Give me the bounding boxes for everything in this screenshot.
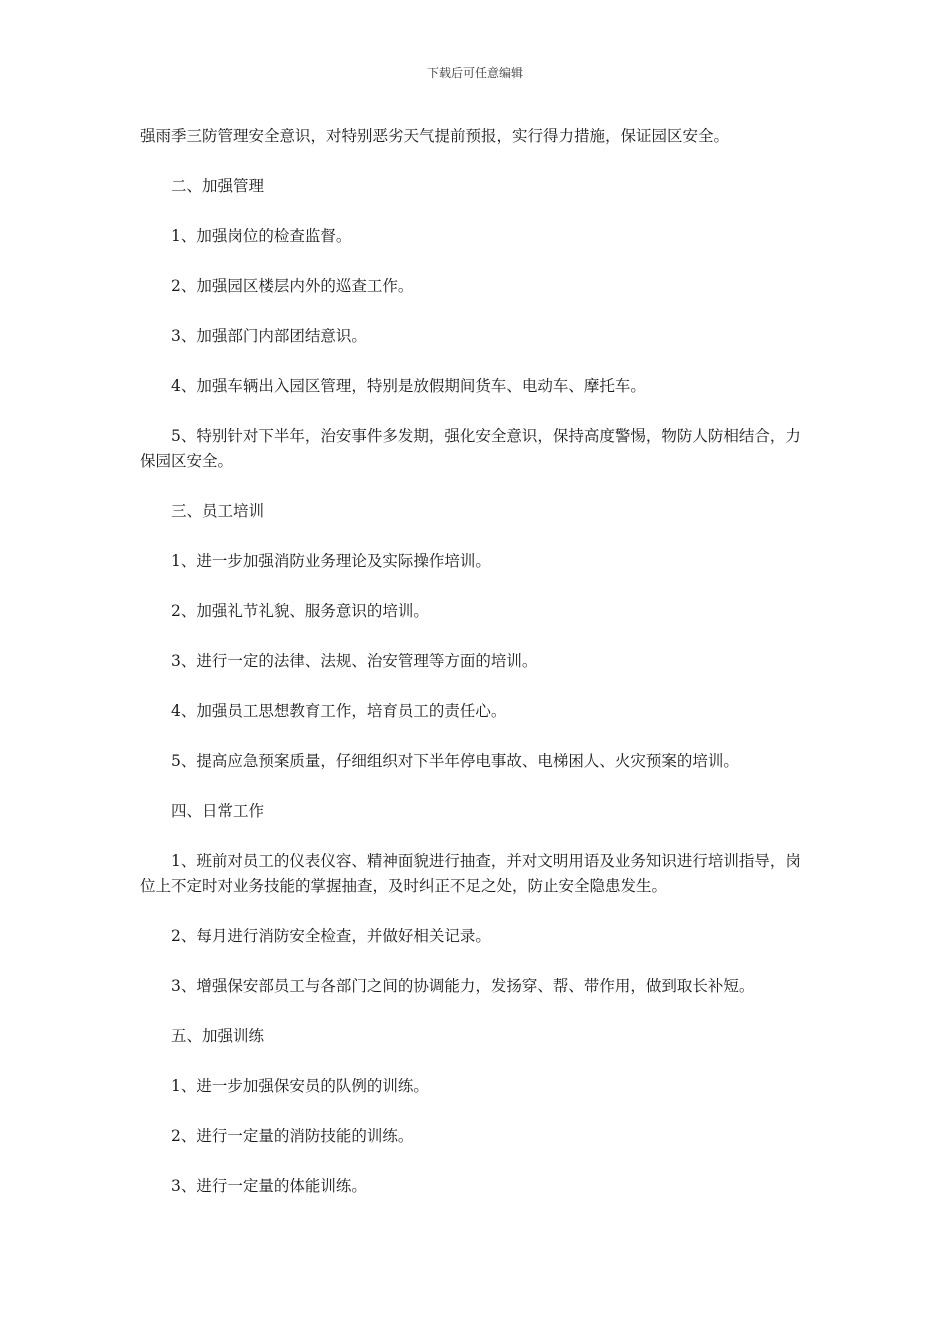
list-item: 1、加强岗位的检查监督。 xyxy=(171,227,352,245)
list-item: 2、加强园区楼层内外的巡查工作。 xyxy=(171,277,414,295)
section-heading-drills: 五、加强训练 xyxy=(171,1027,265,1045)
list-item: 3、进行一定量的体能训练。 xyxy=(171,1177,367,1195)
list-item: 5、提高应急预案质量，仔细组织对下半年停电事故、电梯困人、火灾预案的培训。 xyxy=(171,752,739,770)
section-heading-management: 二、加强管理 xyxy=(171,177,265,195)
list-item: 3、加强部门内部团结意识。 xyxy=(171,327,367,345)
header-note: 下载后可任意编辑 xyxy=(426,66,523,80)
list-item: 3、增强保安部员工与各部门之间的协调能力，发扬穿、帮、带作用，做到取长补短。 xyxy=(171,977,755,995)
list-item: 5、特别针对下半年，治安事件多发期，强化安全意识，保持高度警惕，物防人防相结合，力保园区安全。 xyxy=(140,427,801,470)
paragraph-continuation: 强雨季三防管理安全意识，对特别恶劣天气提前预报，实行得力措施，保证园区安全。 xyxy=(140,127,730,145)
list-item: 1、班前对员工的仪表仪容、精神面貌进行抽查，并对文明用语及业务知识进行培训指导，岗位上不定时对业务技能的掌握抽查，及时纠正不足之处，防止安全隐患发生。 xyxy=(140,852,801,895)
document-body xyxy=(140,124,812,1224)
list-item: 3、进行一定的法律、法规、治安管理等方面的培训。 xyxy=(171,652,538,670)
section-heading-training: 三、员工培训 xyxy=(171,502,265,520)
list-item: 2、进行一定量的消防技能的训练。 xyxy=(171,1127,414,1145)
list-item: 4、加强员工思想教育工作，培育员工的责任心。 xyxy=(171,702,507,720)
list-item: 2、加强礼节礼貌、服务意识的培训。 xyxy=(171,602,429,620)
list-item: 2、每月进行消防安全检查，并做好相关记录。 xyxy=(171,927,491,945)
list-item: 4、加强车辆出入园区管理，特别是放假期间货车、电动车、摩托车。 xyxy=(171,377,646,395)
section-heading-daily-work: 四、日常工作 xyxy=(171,802,265,820)
list-item: 1、进一步加强保安员的队例的训练。 xyxy=(171,1077,429,1095)
list-item: 1、进一步加强消防业务理论及实际操作培训。 xyxy=(171,552,491,570)
